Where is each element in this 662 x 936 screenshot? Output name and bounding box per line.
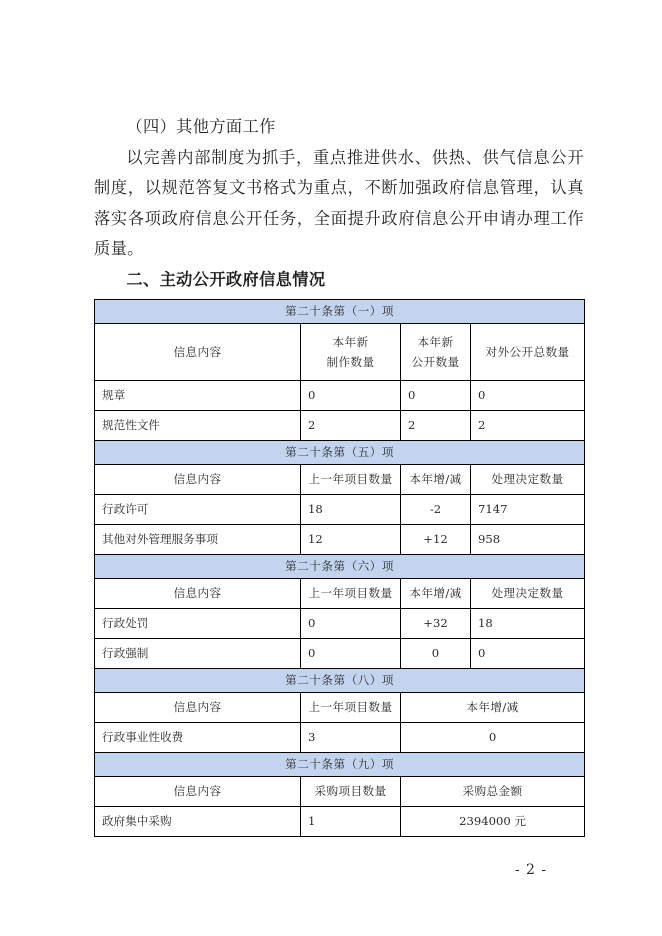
section-band-row — [95, 753, 585, 777]
body-paragraph: 以完善内部制度为抓手，重点推进供水、供热、供气信息公开制度，以规范答复文书格式为重点，不断加强政府信息管理，认真落实各项政府信息公开任务，全面提升政府信息公开申请办理工作质量。 — [94, 147, 584, 258]
col-header-total-disclosed-1: 对外公开总数量 — [471, 324, 585, 381]
band-title-5: 第二十条第（五）项 — [95, 441, 585, 465]
row-value-purchase-count: 1 — [301, 807, 401, 837]
row-label: 其他对外管理服务事项 — [95, 525, 301, 555]
col-header-decisions-5: 处理决定数量 — [471, 465, 585, 495]
col-header-new-made-1 — [301, 324, 401, 381]
row-value-prev-year: 0 — [301, 609, 401, 639]
col-header-info-content-9: 信息内容 — [95, 777, 301, 807]
row-label: 行政处罚 — [95, 609, 301, 639]
table-row — [95, 381, 585, 411]
table-row — [95, 525, 585, 555]
section-band-row — [95, 300, 585, 324]
row-value-new-disclosed: 0 — [401, 381, 471, 411]
col-header-info-content-1: 信息内容 — [95, 324, 301, 381]
col-header-purchase-amount-9: 采购总金额 — [401, 777, 585, 807]
row-value-decisions: 7147 — [471, 495, 585, 525]
column-header-row — [95, 465, 585, 495]
section-heading: 二、主动公开政府信息情况 — [126, 269, 326, 289]
col-header-year-change-5: 本年增/减 — [401, 465, 471, 495]
col-header-info-content-6: 信息内容 — [95, 579, 301, 609]
col-header-line2: 制作数量 — [326, 355, 375, 369]
table-row — [95, 639, 585, 669]
row-value-decisions: 18 — [471, 609, 585, 639]
row-value-decisions: 958 — [471, 525, 585, 555]
row-value-purchase-amount: 2394000 元 — [401, 807, 585, 837]
government-disclosure-table — [94, 299, 585, 837]
col-header-prev-year-count-6: 上一年项目数量 — [301, 579, 401, 609]
band-title-9: 第二十条第（九）项 — [95, 753, 585, 777]
document-body — [94, 112, 584, 837]
row-value-new-made: 2 — [301, 411, 401, 441]
page-footer — [0, 862, 662, 878]
row-value-change: 0 — [401, 723, 585, 753]
column-header-row — [95, 324, 585, 381]
section-band-row — [95, 441, 585, 465]
column-header-row — [95, 579, 585, 609]
subsection-heading: （四）其他方面工作 — [126, 117, 276, 136]
column-header-row — [95, 777, 585, 807]
col-header-line1: 本年新 — [332, 334, 369, 349]
section-band-row — [95, 669, 585, 693]
section-band-row — [95, 555, 585, 579]
row-value-change: +32 — [401, 609, 471, 639]
row-label: 行政许可 — [95, 495, 301, 525]
row-value-new-made: 0 — [301, 381, 401, 411]
row-value-total-disclosed: 0 — [471, 381, 585, 411]
band-title-1: 第二十条第（一）项 — [95, 300, 585, 324]
row-value-change: 0 — [401, 639, 471, 669]
column-header-row — [95, 693, 585, 723]
row-value-prev-year: 0 — [301, 639, 401, 669]
row-label: 政府集中采购 — [95, 807, 301, 837]
band-title-6: 第二十条第（六）项 — [95, 555, 585, 579]
col-header-prev-year-count-5: 上一年项目数量 — [301, 465, 401, 495]
row-label: 行政强制 — [95, 639, 301, 669]
row-label: 规章 — [95, 381, 301, 411]
row-value-new-disclosed: 2 — [401, 411, 471, 441]
row-value-prev-year: 12 — [301, 525, 401, 555]
col-header-decisions-6: 处理决定数量 — [471, 579, 585, 609]
col-header-line2: 公开数量 — [411, 355, 460, 369]
table-row — [95, 807, 585, 837]
row-value-change: +12 — [401, 525, 471, 555]
col-header-info-content-5: 信息内容 — [95, 465, 301, 495]
col-header-prev-year-count-8: 上一年项目数量 — [301, 693, 401, 723]
table-row — [95, 495, 585, 525]
table-row — [95, 723, 585, 753]
page-number: - 2 - — [514, 862, 548, 878]
row-value-prev-year: 18 — [301, 495, 401, 525]
row-value-prev-year: 3 — [301, 723, 401, 753]
col-header-line1: 本年新 — [417, 334, 454, 349]
col-header-new-disclosed-1 — [401, 324, 471, 381]
band-title-8: 第二十条第（八）项 — [95, 669, 585, 693]
row-value-change: -2 — [401, 495, 471, 525]
col-header-purchase-count-9: 采购项目数量 — [301, 777, 401, 807]
table-row — [95, 609, 585, 639]
col-header-year-change-8: 本年增/减 — [401, 693, 585, 723]
row-label: 行政事业性收费 — [95, 723, 301, 753]
row-label: 规范性文件 — [95, 411, 301, 441]
col-header-info-content-8: 信息内容 — [95, 693, 301, 723]
row-value-decisions: 0 — [471, 639, 585, 669]
row-value-total-disclosed: 2 — [471, 411, 585, 441]
col-header-year-change-6: 本年增/减 — [401, 579, 471, 609]
table-row — [95, 411, 585, 441]
